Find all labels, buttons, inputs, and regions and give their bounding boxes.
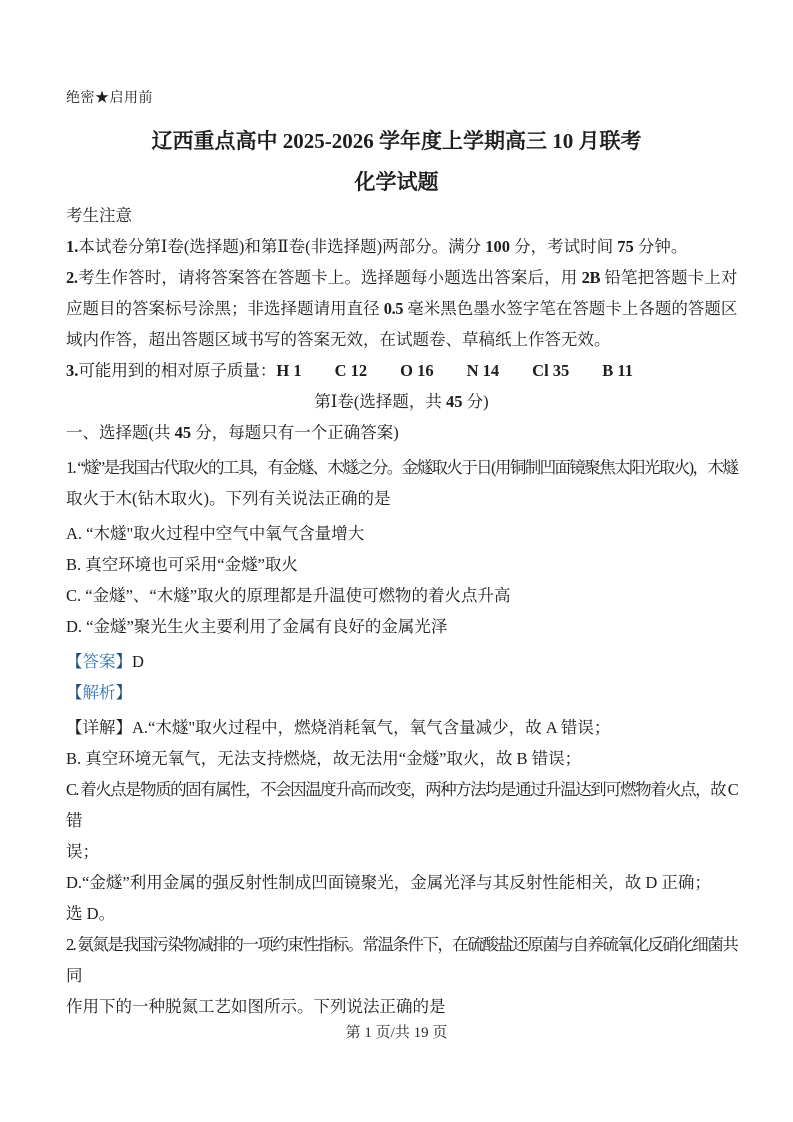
question-1-detail-c-line-2: 误； [66, 842, 99, 861]
question-2-stem-line-1: 2. 氨氮是我国污染物减排的一项约束性指标。常温条件下，在硫酸盐还原菌与自养硫氧化反硝化细菌共同 [66, 935, 737, 985]
section-one-heading: 一、选择题(共 45 分，每题只有一个正确答案) [66, 423, 399, 442]
notice-item-2-line-1: 2.考生作答时，请将答案答在答题卡上。选择题每小题选出答案后，用 2B 铅笔把答题卡上对 [66, 268, 737, 287]
page-number-footer: 第 1 页/共 19 页 [345, 1025, 448, 1041]
atomic-masses-line: 3.可能用到的相对原子质量：H 1 C 12 O 16 N 14 Cl 35 B 11 [66, 361, 634, 380]
question-1-option-a: A. “木燧"取火过程中空气中氧气含量增大 [66, 524, 365, 543]
question-1-stem-line-1: 1. “燧”是我国古代取火的工具，有金燧、木燧之分。金燧取火于日(用铜制凹面镜聚焦太阳光取火)，木燧 [66, 458, 737, 477]
question-1-detail-a: 【详解】A.“木燧"取火过程中，燃烧消耗氧气，氧气含量减少，故 A 错误； [66, 718, 611, 737]
question-1-detail-d: D.“金燧”利用金属的强反射性制成凹面镜聚光，金属光泽与其反射性能相关，故 D 正确； [66, 873, 711, 892]
exam-title: 辽西重点高中 2025-2026 学年度上学期高三 10 月联考 [151, 129, 642, 153]
notice-item-2-line-3: 域内作答，超出答题区域书写的答案无效，在试题卷、草稿纸上作答无效。 [66, 330, 611, 349]
question-1-option-c: C. “金燧”、“木燧”取火的原理都是升温使可燃物的着火点升高 [66, 586, 511, 605]
notice-item-2-line-2: 应题目的答案标号涂黑；非选择题请用直径 0.5 毫米黑色墨水签字笔在答题卡上各题的答题区 [66, 299, 737, 318]
question-1-answer: 【答案】D [66, 652, 144, 671]
part-one-header: 第Ⅰ卷(选择题，共 45 分) [314, 392, 489, 411]
question-1-detail-c-line-1: C. 着火点是物质的固有属性，不会因温度升高而改变，两种方法均是通过升温达到可燃物着火点，故 C 错 [66, 780, 740, 830]
document-body [66, 200, 740, 1022]
notice-heading: 考生注意 [66, 206, 132, 225]
notice-item-1: 1.本试卷分第Ⅰ卷(选择题)和第Ⅱ卷(非选择题)两部分。满分 100 分，考试时间 75 分钟。 [66, 237, 688, 256]
question-1-analysis-label: 【解析】 [66, 683, 132, 702]
question-1-conclusion: 选 D。 [66, 904, 116, 923]
secrecy-label: 绝密★启用前 [66, 91, 153, 106]
question-1-detail-b: B. 真空环境无氧气，无法支持燃烧，故无法用“金燧”取火，故 B 错误； [66, 749, 582, 768]
exam-subtitle: 化学试题 [354, 170, 439, 194]
question-1-stem-line-2: 取火于木(钻木取火)。下列有关说法正确的是 [66, 489, 391, 508]
question-1-option-b: B. 真空环境也可采用“金燧”取火 [66, 555, 298, 574]
question-1-option-d: D. “金燧”聚光生火主要利用了金属有良好的金属光泽 [66, 617, 448, 636]
question-2-stem-line-2: 作用下的一种脱氮工艺如图所示。下列说法正确的是 [66, 997, 446, 1016]
